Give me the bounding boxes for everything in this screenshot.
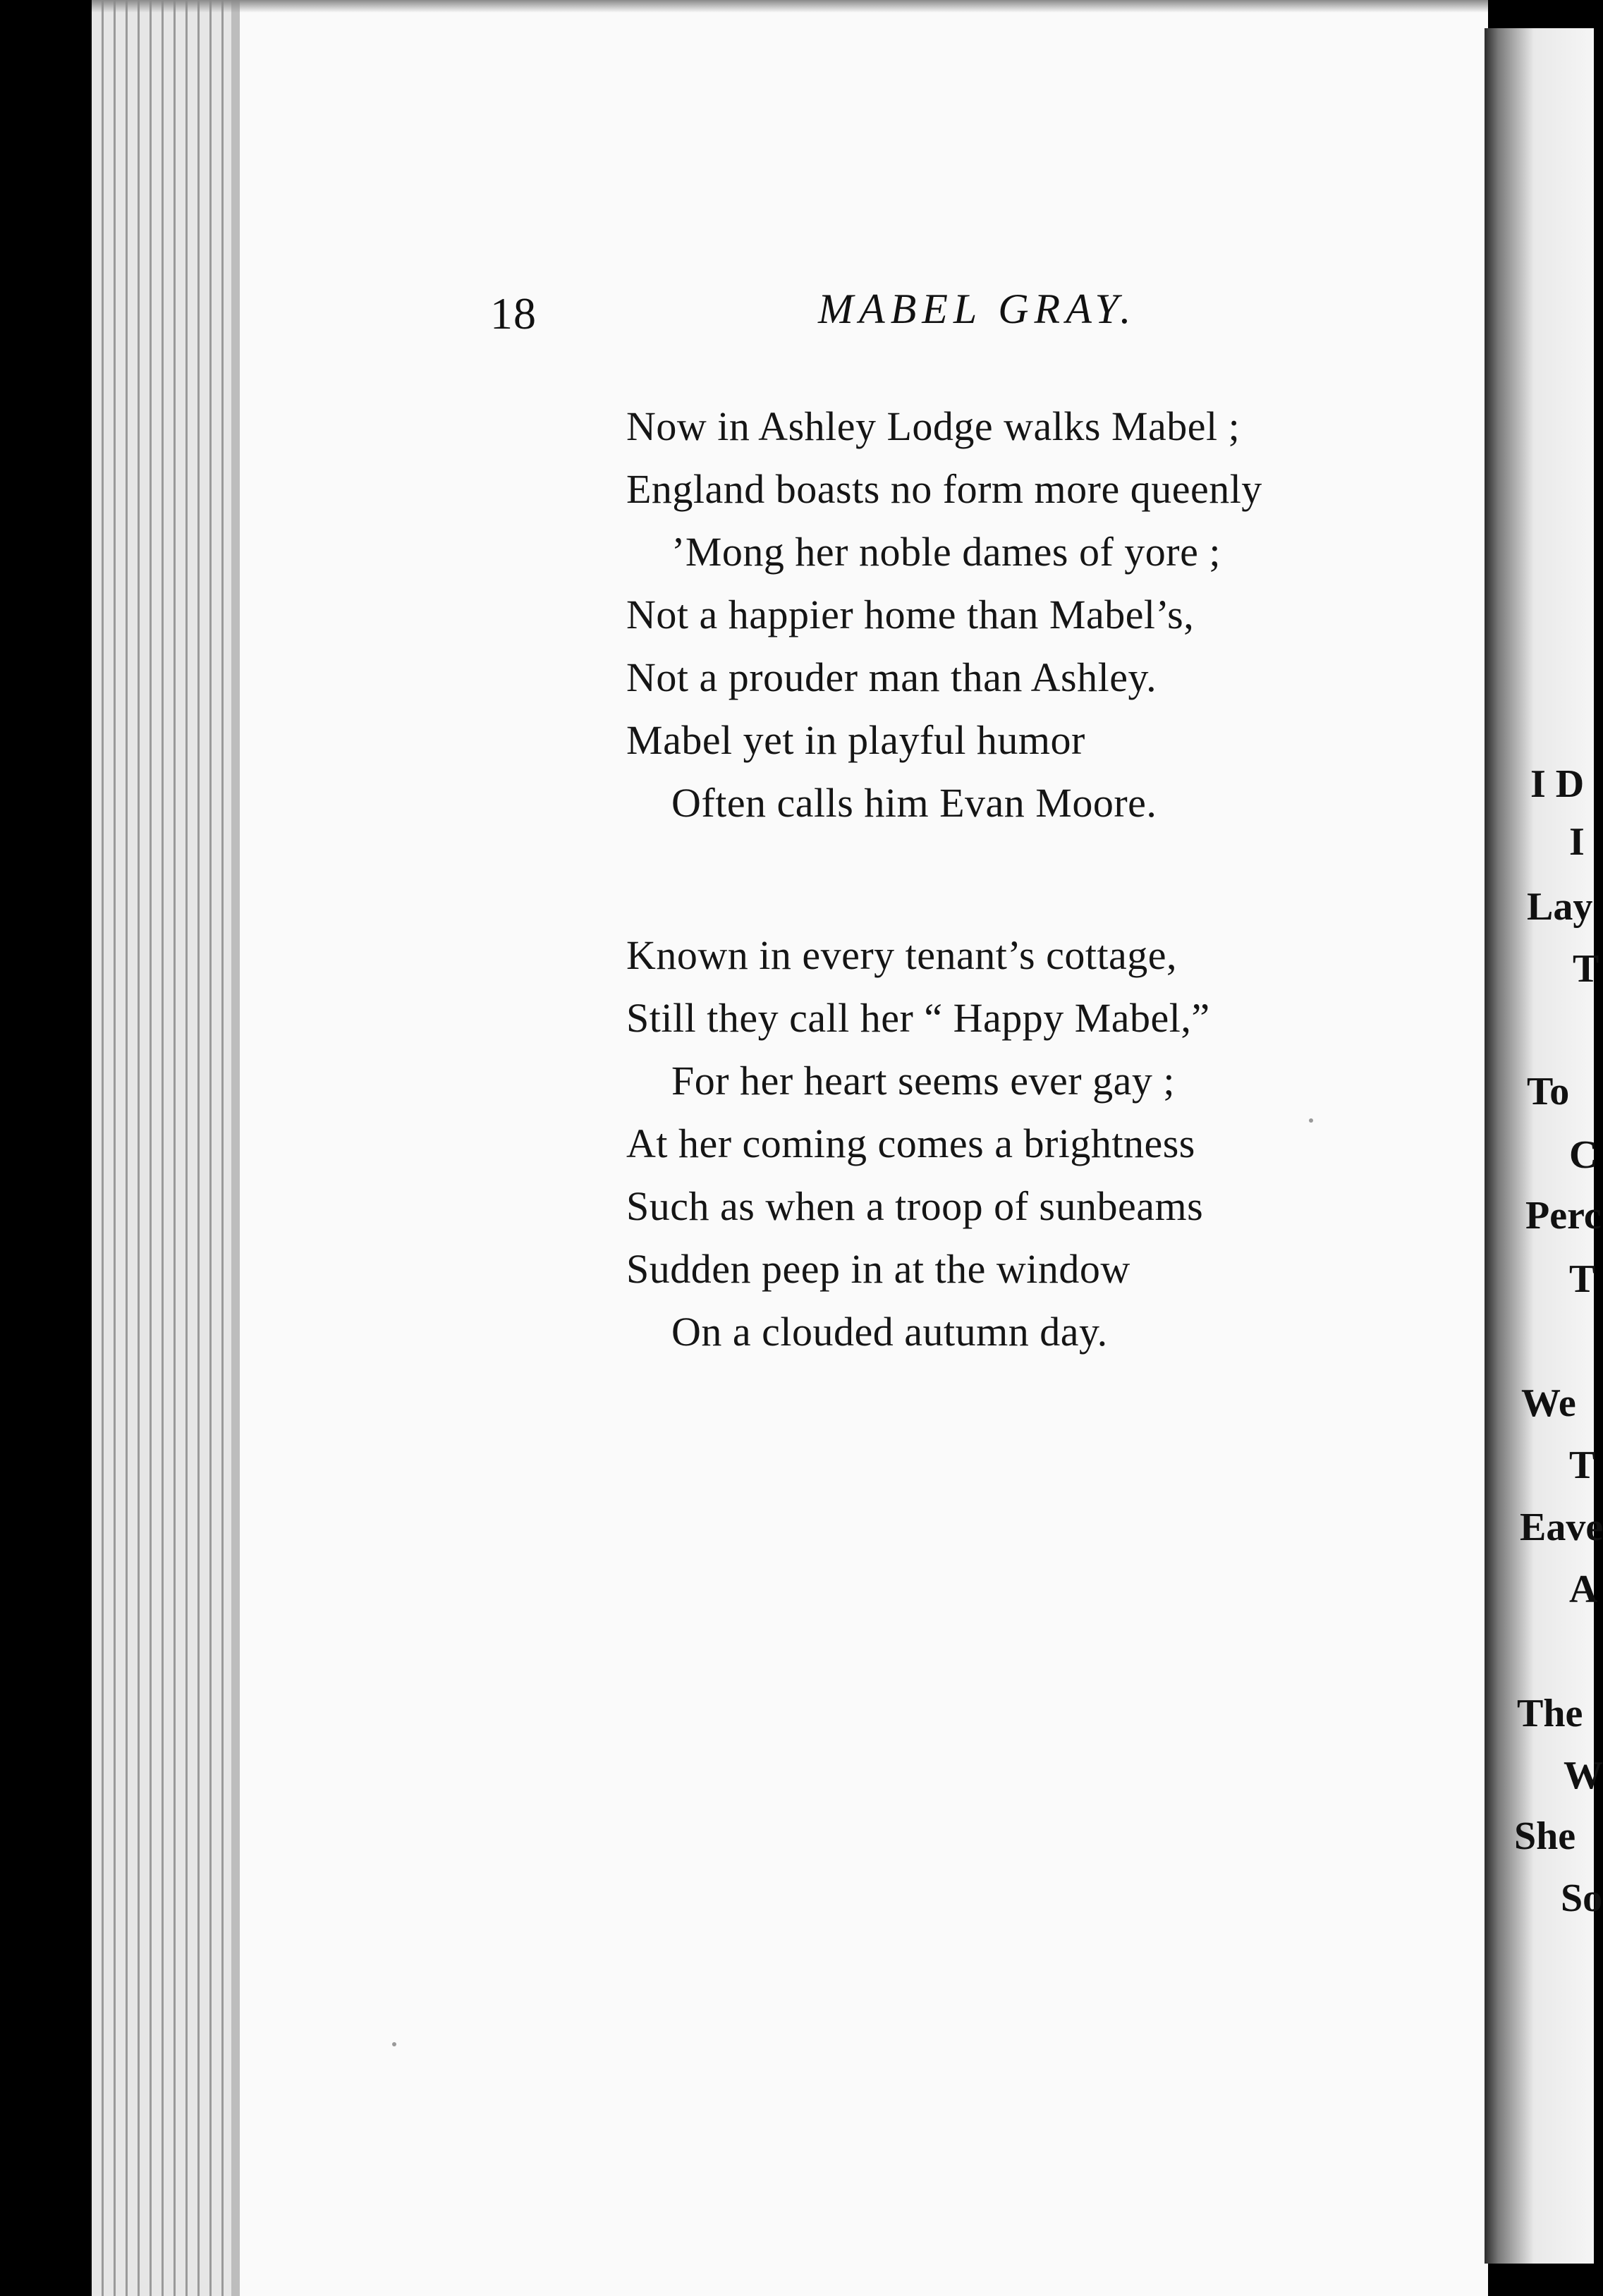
- poem-line: Not a happier home than Mabel’s,: [626, 592, 1195, 637]
- poem-line: ’Mong her noble dames of yore ;: [671, 529, 1221, 575]
- poem-line: Sudden peep in at the window: [626, 1246, 1130, 1292]
- poem-line: England boasts no form more queenly: [626, 466, 1262, 512]
- poem-line: Now in Ashley Lodge walks Mabel ;: [626, 403, 1241, 449]
- poem-line: On a clouded autumn day.: [671, 1309, 1108, 1355]
- adjacent-page-text: I D: [1530, 762, 1585, 806]
- poem-line: For her heart seems ever gay ;: [671, 1058, 1175, 1104]
- adjacent-page-text: The: [1517, 1692, 1583, 1735]
- paper-speck: [1309, 1118, 1313, 1123]
- adjacent-page-text: She: [1514, 1814, 1576, 1858]
- poem-line: Still they call her “ Happy Mabel,”: [626, 995, 1210, 1041]
- adjacent-page-text: To: [1527, 1070, 1570, 1113]
- poem-line: Mabel yet in playful humor: [626, 717, 1085, 763]
- page-top-shadow: [92, 0, 1488, 13]
- adjacent-page-text: We: [1521, 1381, 1576, 1425]
- adjacent-page-text: A: [1569, 1568, 1598, 1611]
- poem-stanza: [626, 395, 1262, 834]
- poem-line: Not a prouder man than Ashley.: [626, 654, 1157, 700]
- adjacent-page-text: Perc: [1525, 1194, 1602, 1238]
- adjacent-page-text: So: [1561, 1876, 1603, 1920]
- adjacent-page: [1485, 28, 1603, 2264]
- adjacent-page-text: Eave: [1520, 1506, 1603, 1549]
- poem-stanza: [626, 924, 1210, 1363]
- adjacent-page-text: I: [1569, 820, 1585, 864]
- page-number: 18: [490, 288, 537, 338]
- page-edges: [92, 0, 240, 2296]
- running-title: MABEL GRAY.: [818, 286, 1137, 332]
- adjacent-page-text: T: [1569, 1443, 1596, 1487]
- poem-line: Often calls him Evan Moore.: [671, 780, 1157, 826]
- poem-line: Such as when a troop of sunbeams: [626, 1183, 1204, 1229]
- adjacent-page-text: Lay: [1527, 885, 1593, 929]
- adjacent-page-text: T: [1573, 947, 1599, 991]
- poem-line: At her coming comes a brightness: [626, 1120, 1195, 1166]
- adjacent-page-text: C: [1569, 1133, 1598, 1177]
- poem-line: Known in every tenant’s cottage,: [626, 932, 1178, 978]
- adjacent-page-text: W: [1564, 1754, 1603, 1797]
- paper-speck: [392, 2042, 396, 2046]
- adjacent-page-text: T: [1569, 1257, 1596, 1301]
